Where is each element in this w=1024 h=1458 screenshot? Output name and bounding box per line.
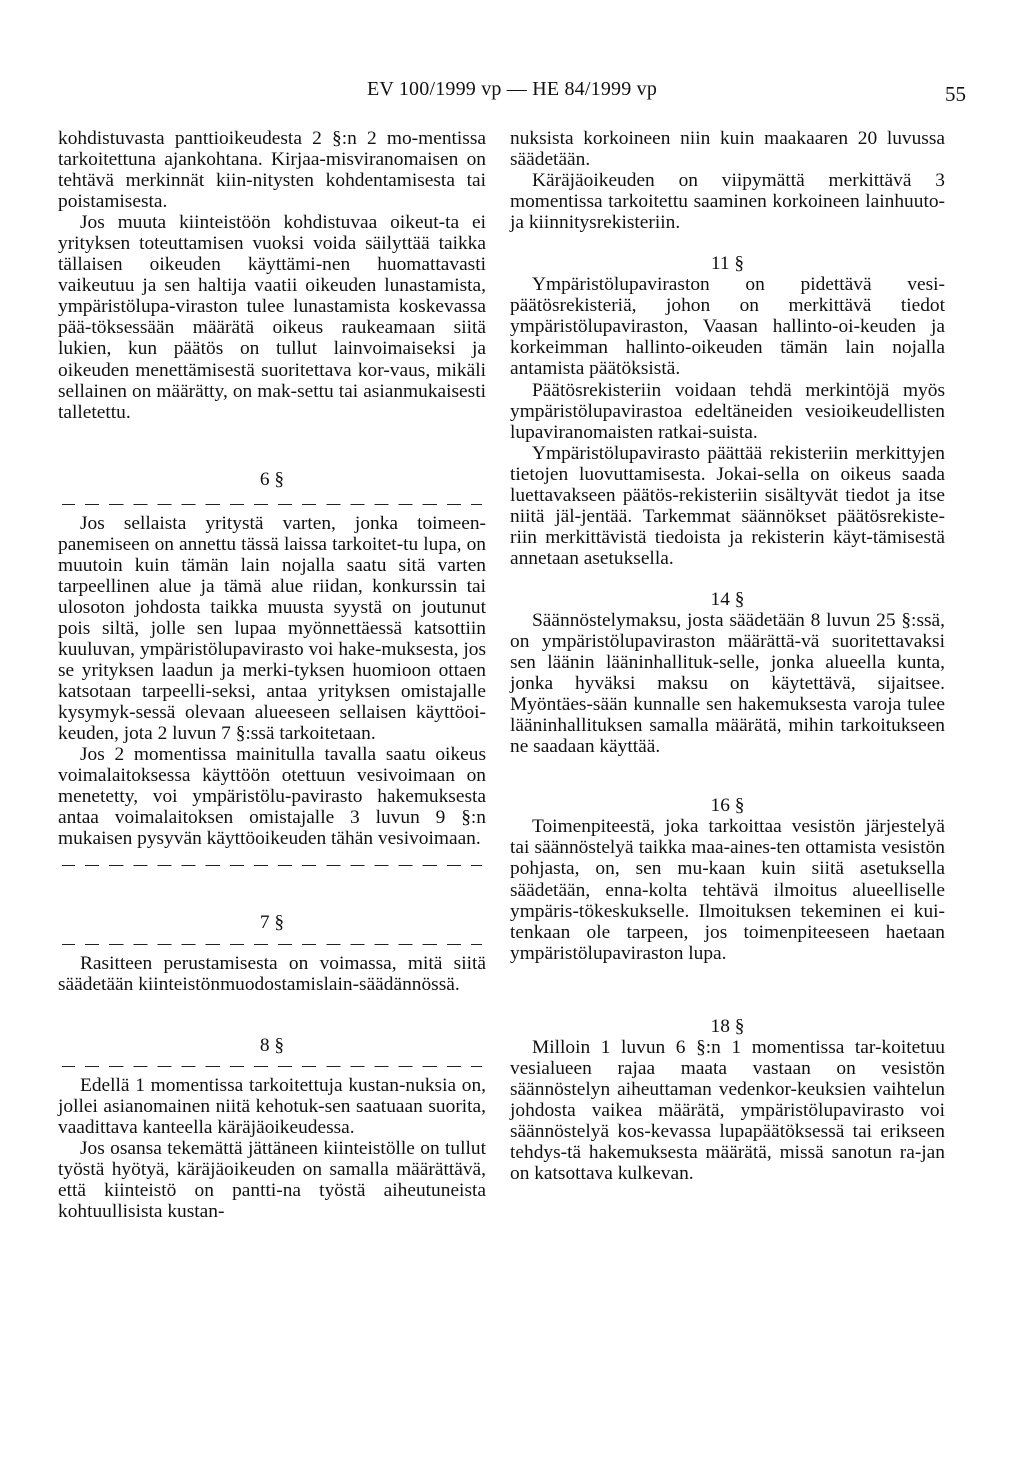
paragraph: Edellä 1 momentissa tarkoitettuja kustan-nuksia on, jollei asianomainen niitä kehotuk-sen saatuaan suorita, vaadittava kanteella käräjäoikeudessa. (58, 1074, 486, 1138)
right-column (510, 128, 945, 1184)
paragraph: Päätösrekisteriin voidaan tehdä merkintöjä myös ympäristölupavirastoa edeltäneiden vesioikeudellisten lupaviranomaisten ratkai-suista. (510, 379, 945, 443)
paragraph: nuksista korkoineen niin kuin maakaaren 20 luvussa säädetään. (510, 128, 945, 171)
omission-dashes (62, 944, 482, 945)
page-number: 55 (945, 82, 966, 106)
paragraph: Milloin 1 luvun 6 §:n 1 momentissa tar-koitetuu vesialueen rajaa maata vastaan on vesistön säännöstelyn aiheuttaman vedenkor-keuksien vaihtelun johdosta vaikea määrätä, ympäristölupavirasto voi säännöstelyä kos-kevassa lupapäätöksessä tai erikseen tehdys-tä hakemuksesta määrätä, missä sanotun ra-jan on katsottava kulkevan. (510, 1036, 945, 1185)
section-heading-6: 6 § (259, 468, 285, 490)
paragraph: Jos muuta kiinteistöön kohdistuvaa oikeut-ta ei yrityksen toteuttamisen vuoksi voida säilyttää taikka tällaisen oikeuden käyttämi-nen huomattavasti vaikeutuu ja sen haltija vaatii oikeuden lunastamista, ympäristölupa-viraston tulee lunastamista koskevassa pää-töksessään määrätä oikeus raukeamaan siitä lukien, kun päätös on tullut lainvoimaiseksi ja oikeuden menettämisestä suoritettava kor-vaus, mikäli sellainen on määrätty, on mak-settu tai asianmukaisesti talletettu. (58, 212, 486, 423)
omission-dashes (62, 1066, 482, 1067)
running-head: EV 100/1999 vp — HE 84/1999 vp (366, 78, 658, 100)
section-heading-18: 18 § (710, 1015, 745, 1037)
paragraph: Jos 2 momentissa mainitulla tavalla saatu oikeus voimalaitoksessa käyttöön otettuun vesivoimaan on menetetty, voi ympäristölu-pavirasto hakemuksesta antaa voimalaitoksen omistajalle 3 luvun 9 §:n mukaisen pysyvän käyttöoikeuden tähän vesivoimaan. (58, 744, 486, 850)
paragraph: Säännöstelymaksu, josta säädetään 8 luvun 25 §:ssä, on ympäristölupaviraston määrättä-vä suoritettavaksi sen läänin lääninhallituk-selle, jonka alueella kunta, jonka hyväksi maksu on käytettävä, sijaitsee. Myöntäes-sään kunnalle sen hakemuksesta varoja tulee lääninhallituksen samalla määrätä, mihin tarkoitukseen ne saadaan käyttää. (510, 609, 945, 758)
section-heading-14: 14 § (710, 588, 745, 610)
omission-dashes (62, 504, 482, 505)
paragraph: Ympäristölupaviraston on pidettävä vesi-päätösrekisteriä, johon on merkittävä tiedot ympäristölupaviraston, Vaasan hallinto-oi-keuden ja korkeimman hallinto-oikeuden tämän lain nojalla antamista päätöksistä. (510, 274, 945, 380)
paragraph: kohdistuvasta panttioikeudesta 2 §:n 2 mo-mentissa tarkoitettuna ajankohtana. Kirjaa-misviranomaisen on tehtävä merkinnät kiin-nitysten kohdentamisesta tai poistamisesta. (58, 128, 486, 213)
paragraph: Jos sellaista yritystä varten, jonka toimeen-panemiseen on annettu tässä laissa tarkoitet-tu lupa, on muutoin kuin tämän lain nojalla saatu sitä varten tarpeellinen alue ja tämä alue riidan, konkurssin tai ulosoton johdosta taikka muusta syystä on joutunut pois siltä, jolle sen lupaa myönnettäessä katsottiin kuuluvan, ympäristölupavirasto voi hake-muksesta, jos se yrityksen laadun ja merki-tyksen huomioon ottaen katsotaan tarpeelli-seksi, antaa yrityksen omistajalle kysymyk-sessä olevaan alueeseen sellaisen käyttöoi-keuden, jota 2 luvun 7 §:ssä tarkoitetaan. (58, 512, 486, 745)
paragraph: Käräjäoikeuden on viipymättä merkittävä 3 momentissa tarkoitettu saaminen korkoineen lainhuuto- ja kiinnitysrekisteriin. (510, 170, 945, 234)
paragraph: Rasitteen perustamisesta on voimassa, mitä siitä säädetään kiinteistönmuodostamislain-säädännössä. (58, 952, 486, 995)
paragraph: Jos osansa tekemättä jättäneen kiinteistölle on tullut työstä hyötyä, käräjäoikeuden on samalla määrättävä, että kiinteistö on pantti-na työstä aiheutuneista kohtuullisista kustan- (58, 1137, 486, 1222)
section-heading-11: 11 § (710, 253, 745, 275)
paragraph: Toimenpiteestä, joka tarkoittaa vesistön järjestelyä tai säännöstelyä taikka maa-aines-ten ottamista vesistön pohjasta, on, sen mu-kaan kuin siitä asetuksella säädetään, enna-kolta tehtävä ilmoitus alueelliselle ympäris-tökeskukselle. Ilmoituksen tekeminen ei kui-tenkaan ole tarpeen, jos toimenpiteeseen haetaan ympäristölupaviraston lupa. (510, 816, 945, 964)
section-heading-16: 16 § (710, 795, 745, 817)
section-heading-8: 8 § (259, 1034, 285, 1056)
section-heading-7: 7 § (259, 912, 285, 934)
left-column (58, 128, 486, 1222)
paragraph: Ympäristölupavirasto päättää rekisteriin merkittyjen tietojen luovuttamisesta. Jokai-sella on oikeus saada luettavakseen päätös-rekisteriin sisältyvät tiedot ja itse niitä jäl-jentää. Tarkemmat säännökset päätösrekiste-riin merkittävistä tiedoista ja rekisterin käyt-tämisestä annetaan asetuksella. (510, 442, 945, 569)
page-header (0, 78, 1024, 112)
omission-dashes (62, 865, 482, 866)
